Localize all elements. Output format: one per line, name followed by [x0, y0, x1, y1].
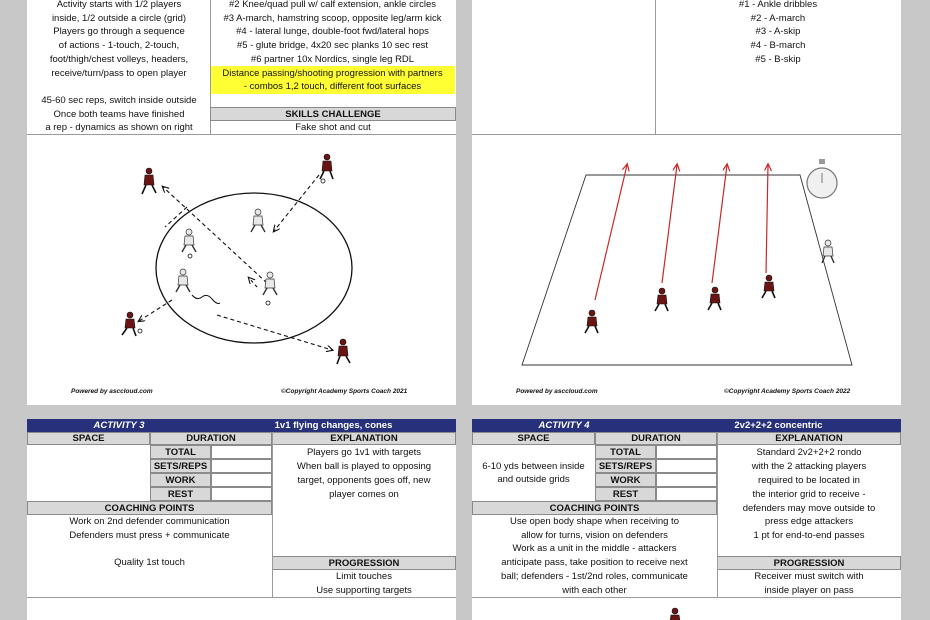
explanation-line: Standard 2v2+2+2 rondo: [756, 447, 862, 458]
footer-powered: Powered by asccloud.com: [516, 388, 598, 395]
activity4-title: 2v2+2+2 concentric: [656, 419, 901, 432]
activity2-diagram: [472, 135, 901, 405]
activity3-title: 1v1 flying changes, cones: [211, 419, 456, 432]
player-figure: [585, 310, 598, 333]
drill-line: #2 - A-march: [750, 12, 806, 24]
explanation-line: 1 pt for end-to-end passes: [753, 530, 865, 541]
progression-header: PROGRESSION: [717, 556, 901, 570]
activity4-diagram-preview: [472, 598, 901, 620]
explanation-line: target, opponents goes off, new: [297, 475, 431, 486]
desc-line: Players go through a sequence: [53, 26, 185, 38]
explanation-line: defenders may move outside to: [742, 503, 876, 514]
space-line: 6-10 yds between inside: [482, 461, 585, 472]
desc-line: of actions - 1-touch, 2-touch,: [58, 40, 180, 52]
explanation-line: press edge attackers: [764, 516, 854, 527]
player-figure: [263, 272, 277, 295]
highlight-line: - combos 1,2 touch, different foot surfaces: [243, 81, 422, 93]
duration-sets: SETS/REPS: [150, 459, 211, 473]
player-figure: [670, 608, 680, 620]
explanation-line: Players go 1v1 with targets: [306, 447, 422, 458]
duration-header: DURATION: [595, 432, 717, 445]
exercise-line: #5 - glute bridge, 4x20 sec planks 10 sec rest: [236, 40, 429, 52]
player-figure: [822, 240, 834, 263]
drill-line: #3 - A-skip: [755, 26, 801, 38]
player-figure: [655, 288, 668, 311]
desc-line: a rep - dynamics as shown on right: [45, 122, 193, 134]
footer-powered: Powered by asccloud.com: [71, 388, 153, 395]
coaching-line: with each other: [562, 585, 627, 596]
player-figure: [251, 209, 265, 232]
coaching-line: anticipate pass, take position to receive next: [501, 557, 688, 568]
player-figure: [762, 275, 775, 298]
player-figure: [142, 168, 156, 194]
duration-rest: REST: [150, 487, 211, 501]
exercise-line: #6 partner 10x Nordics, single leg RDL: [250, 53, 415, 65]
explanation-line: required to be located in: [758, 475, 860, 486]
duration-rest: REST: [595, 487, 656, 501]
duration-total: TOTAL: [595, 445, 656, 459]
footer-copyright: ©Copyright Academy Sports Coach 2021: [281, 388, 408, 395]
explanation-line: player comes on: [329, 489, 399, 500]
activity3-label: ACTIVITY 3: [27, 419, 211, 432]
activity2-panel: [472, 0, 901, 405]
exercise-line: #4 - lateral lunge, double-foot fwd/lateral hops: [236, 26, 429, 38]
exercise-line: #3 A-march, hamstring scoop, opposite leg/arm kick: [223, 12, 442, 24]
duration-sets: SETS/REPS: [595, 459, 656, 473]
coaching-points-header: COACHING POINTS: [27, 501, 272, 515]
desc-line: foot/thigh/chest volleys, headers,: [49, 53, 189, 65]
explanation-line: with the 2 attacking players: [751, 461, 867, 472]
coaching-line: Use open body shape when receiving to: [509, 516, 679, 527]
coaching-line: Work as a unit in the middle - attackers: [512, 543, 677, 554]
coaching-points-header: COACHING POINTS: [472, 501, 717, 515]
activity4-panel: [472, 419, 901, 620]
explanation-line: When ball is played to opposing: [296, 461, 432, 472]
activity4-label: ACTIVITY 4: [472, 419, 656, 432]
explanation-header: EXPLANATION: [272, 432, 456, 445]
highlight-line: Distance passing/shooting progression with partners: [222, 67, 443, 79]
activity3-panel: [27, 419, 456, 620]
desc-line: inside, 1/2 outside a circle (grid): [51, 12, 187, 24]
stopwatch-icon: [807, 159, 837, 198]
drill-line: #5 - B-skip: [755, 53, 801, 65]
footer-copyright: ©Copyright Academy Sports Coach 2022: [724, 388, 851, 395]
progression-line: inside player on pass: [764, 585, 854, 596]
activity1-diagram: [27, 135, 456, 405]
player-figure: [182, 229, 196, 252]
skills-challenge-text: Fake shot and cut: [295, 122, 371, 133]
coaching-line: allow for turns, vision on defenders: [521, 530, 668, 541]
coaching-line: Quality 1st touch: [114, 557, 185, 568]
progression-line: Use supporting targets: [316, 585, 412, 596]
desc-line: receive/turn/pass to open player: [51, 67, 187, 79]
player-figure: [337, 339, 350, 364]
desc-line: 45-60 sec reps, switch inside outside: [41, 95, 197, 106]
duration-work: WORK: [150, 473, 211, 487]
space-header: SPACE: [472, 432, 595, 445]
space-line: and outside grids: [497, 474, 570, 485]
duration-header: DURATION: [150, 432, 272, 445]
player-figure: [176, 269, 190, 292]
progression-header: PROGRESSION: [272, 556, 456, 570]
skills-challenge-header: SKILLS CHALLENGE: [210, 107, 456, 121]
space-header: SPACE: [27, 432, 150, 445]
exercise-line: #2 Knee/quad pull w/ calf extension, ankle circles: [228, 0, 436, 10]
coaching-line: Work on 2nd defender communication: [69, 516, 230, 527]
progression-line: Limit touches: [336, 571, 392, 582]
desc-line: Activity starts with 1/2 players: [56, 0, 182, 10]
coaching-line: ball; defenders - 1st/2nd roles, communicate: [501, 571, 688, 582]
duration-total: TOTAL: [150, 445, 211, 459]
drill-line: #4 - B-march: [750, 40, 806, 52]
coaching-line: Defenders must press + communicate: [69, 530, 230, 541]
activity1-panel: [27, 0, 456, 405]
player-figure: [708, 287, 721, 310]
explanation-line: the interior grid to receive -: [752, 489, 866, 500]
duration-work: WORK: [595, 473, 656, 487]
player-figure: [122, 312, 136, 336]
explanation-header: EXPLANATION: [717, 432, 901, 445]
progression-line: Receiver must switch with: [754, 571, 864, 582]
drill-line: #1 - Ankle dribbles: [738, 0, 818, 10]
player-figure: [320, 154, 333, 179]
desc-line: Once both teams have finished: [53, 108, 185, 120]
